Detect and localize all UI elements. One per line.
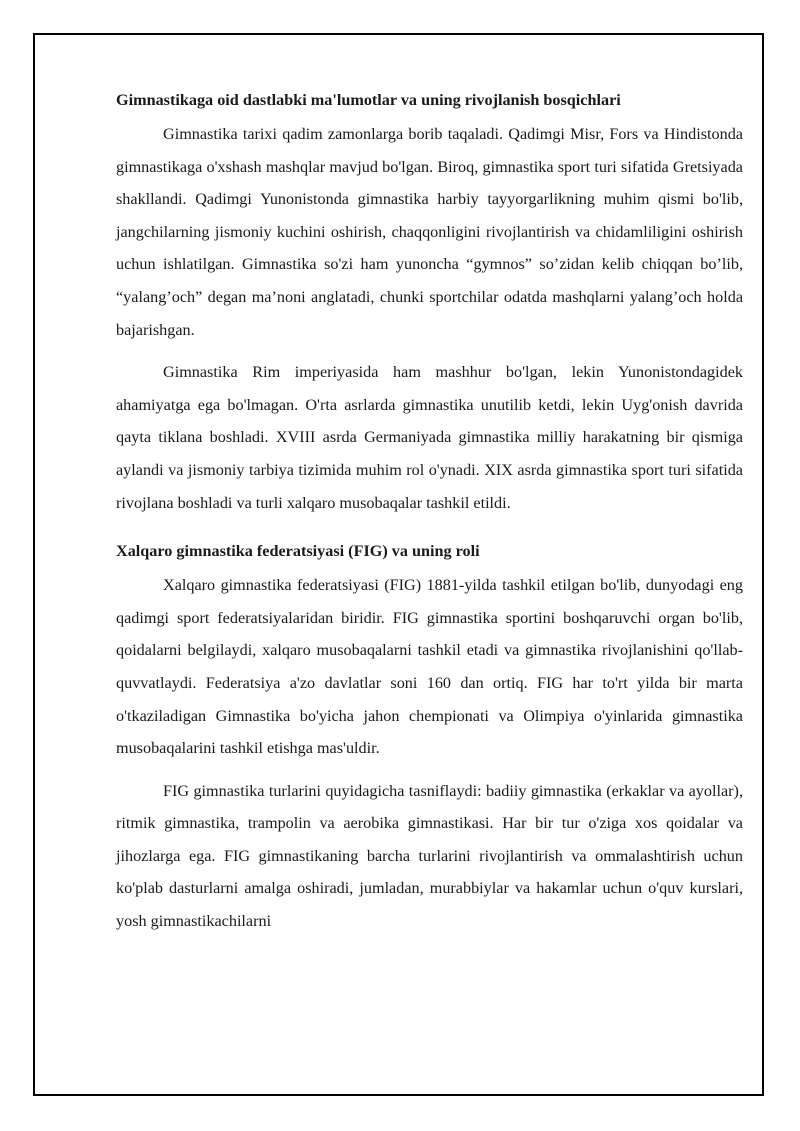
paragraph-history-origins: Gimnastika tarixi qadim zamonlarga borib taqaladi. Qadimgi Misr, Fors va Hindistonda gimnastikaga o'xshash mashqlar mavjud bo'lgan. Biroq, gimnastika sport turi sifatida Gretsiyada shakllandi. Qadimgi Yunonistonda gimnastika harbiy tayyorgarlikning muhim qismi bo'lib, jangchilarning jismoniy kuchini oshirish, chaqqonligini rivojlantirish va chidamliligini oshirish uchun ishlatilgan. Gimnastika so'zi ham yunoncha “gymnos” so’zidan kelib chiqqan bo’lib, “yalang’och” degan ma’noni anglatadi, chunki sportchilar odatda mashqlarni yalang’och holda bajarishgan. bbox=[116, 125, 743, 339]
section-heading-history: Gimnastikaga oid dastlabki ma'lumotlar va uning rivojlanish bosqichlari bbox=[116, 91, 621, 109]
section-heading-fig: Xalqaro gimnastika federatsiyasi (FIG) va uning roli bbox=[116, 542, 480, 561]
paragraph-fig-overview: Xalqaro gimnastika federatsiyasi (FIG) 1881-yilda tashkil etilgan bo'lib, dunyodagi eng qadimgi sport federatsiyalaridan biridir. FIG gimnastika sportini boshqaruvchi organ bo'lib, qoidalarni belgilaydi, xalqaro musobaqalarni tashkil etadi va gimnastika rivojlanishini qo'llab-quvvatlaydi. Federatsiya a'zo davlatlar soni 160 dan ortiq. FIG har to'rt yilda bir marta o'tkaziladigan Gimnastika bo'yicha jahon chempionati va Olimpiya o'yinlarida gimnastika musobaqalarini tashkil etishga mas'uldir. bbox=[116, 576, 743, 758]
paragraph-history-development: Gimnastika Rim imperiyasida ham mashhur bo'lgan, lekin Yunonistondagidek ahamiyatga ega bo'lmagan. O'rta asrlarda gimnastika unutilib ketdi, lekin Uyg'onish davrida qayta tiklana boshladi. XVIII asrda Germaniyada gimnastika milliy harakatning bir qismiga aylandi va jismoniy tarbiya tizimida muhim rol o'ynadi. XIX asrda gimnastika sport turi sifatida rivojlana boshladi va turli xalqaro musobaqalar tashkil etildi. bbox=[116, 363, 743, 512]
paragraph-fig-disciplines: FIG gimnastika turlarini quyidagicha tasniflaydi: badiiy gimnastika (erkaklar va ayollar), ritmik gimnastika, trampolin va aerobika gimnastikasi. Har bir tur o'ziga xos qoidalar va jihozlarga ega. FIG gimnastikaning barcha turlarini rivojlantirish va ommalashtirish uchun ko'plab dasturlarni amalga oshiradi, jumladan, murabbiylar va hakamlar uchun o'quv kurslari, yosh gimnastikachilarni bbox=[116, 781, 743, 931]
document-body bbox=[116, 84, 743, 938]
